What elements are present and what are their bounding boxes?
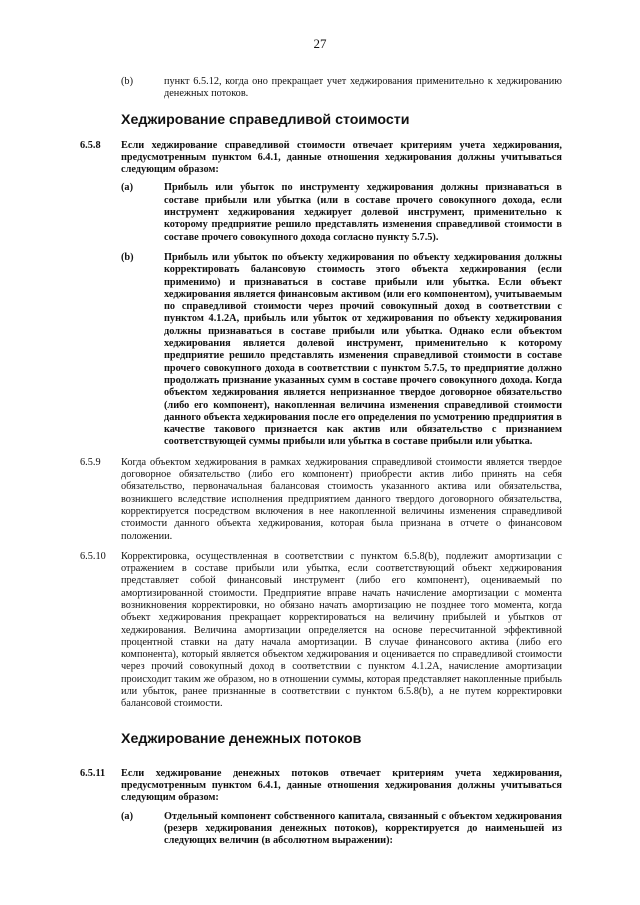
- paragraph-6-5-9: [0, 457, 640, 543]
- list-item-6-5-11-a: [0, 811, 640, 848]
- list-item-6-5-8-b: [0, 252, 640, 449]
- item-label: (b): [121, 251, 134, 263]
- list-item-6-5-8-a: [0, 182, 640, 243]
- item-label: (b): [121, 76, 134, 87]
- item-label: (a): [121, 810, 134, 822]
- paragraph-number: 6.5.9: [80, 456, 101, 468]
- section-heading-fair-value: Хеджирование справедливой стоимости: [121, 111, 410, 128]
- page-number: 27: [313, 36, 327, 51]
- section-heading-cash-flow: Хеджирование денежных потоков: [121, 730, 362, 747]
- paragraph-6-5-11: [0, 768, 640, 805]
- item-text: Прибыль или убыток по объекту хеджирования по объекту хеджирования должны корректировать балансовую стоимость этого объекта хеджирования (если применимо) и признаваться в составе прибыли или убытка. Если объект хеджирования является финансовым активом (или его компонентом), учитываемым по справедливой стоимости через прочий совокупный доход в соответствии с пунктом 4.1.2A, прибыль или убыток от хеджирования по объекту хеджирования должны признаваться в составе прибыли или убытка. Однако если объектом хеджирования является долевой инструмент, применительно к которому предприятие решило представлять изменения справедливой стоимости в составе прочего совокупного дохода в соответствии с пунктом 5.7.5, то предприятие должно продолжать признание указанных сумм в составе прочего совокупного дохода. Когда объектом хеджирования является непризнанное твердое договорное обязательство (либо его компонент), накопленная величина изменения справедливой стоимости данного объекта хеджирования после его определения по усмотрению предприятия в качестве такового признается как актив или обязательство с признанием соответствующей суммы прибыли или убытка в составе прибыли или убытка.: [164, 251, 562, 448]
- paragraph-number: 6.5.8: [80, 139, 101, 151]
- paragraph-number: 6.5.11: [80, 767, 106, 779]
- item-label: (a): [121, 182, 134, 194]
- item-text: Отдельный компонент собственного капитала, связанный с объектом хеджирования (резерв хеджирования денежных потоков), корректируется до наименьшей из следующих величин (в абсолютном выражении):: [164, 810, 562, 847]
- paragraph-text: Если хеджирование денежных потоков отвечает критериям учета хеджирования, предусмотренным пунктом 6.4.1, данные отношения хеджирования должны учитываться следующим образом:: [121, 767, 562, 804]
- paragraph-6-5-10: [0, 551, 640, 711]
- item-text: пункт 6.5.12, когда оно прекращает учет хеджирования применительно к хеджированию денежных потоков.: [164, 76, 562, 100]
- paragraph-text: Корректировка, осуществленная в соответствии с пунктом 6.5.8(b), подлежит амортизации с отражением в составе прибыли или убытка, если соответствующий объект хеджирования представляет собой финансовый инструмент (либо его компонент), оцениваемый по амортизированной стоимости. Предприятие вправе начать начисление амортизации с момента возникновения корректировки, но обязано начать амортизацию не позднее того момента, когда объект хеджирования прекращает корректироваться на величину прибылей и убытков от хеджирования. Величина амортизации определяется на основе пересчитанной эффективной процентной ставки на дату начала амортизации. В случае финансового актива (либо его компонента), который является объектом хеджирования и оценивается по справедливой стоимости через прочий совокупный доход в соответствии с пунктом 4.1.2A, начисление амортизации происходит таким же образом, но в отношении суммы, которая представляет накопленные прибыль или убыток, ранее признанные в соответствии с пунктом 6.5.8(b), а не путем корректировки балансовой стоимости.: [121, 550, 562, 710]
- item-text: Прибыль или убыток по инструменту хеджирования должны признаваться в составе прибыли или убытка (или в составе прочего совокупного дохода, если инструмент хеджирования хеджирует долевой инструмент, применительно к которому предприятие решило представлять изменения справедливой стоимости в составе прочего совокупного дохода согласно пункту 5.7.5).: [164, 182, 562, 243]
- intro-item: [0, 76, 640, 101]
- paragraph-text: Если хеджирование справедливой стоимости отвечает критериям учета хеджирования, предусмотренным пунктом 6.4.1, данные отношения хеджирования должны учитываться следующим образом:: [121, 139, 562, 176]
- page-content: [0, 76, 640, 847]
- paragraph-text: Когда объектом хеджирования в рамках хеджирования справедливой стоимости является твердое договорное обязательство (либо его компонент) приобрести актив либо принять на себя обязательство, первоначальная балансовая стоимость указанного актива или обязательства, возникшего вследствие исполнения предприятием данного твердого договорного обязательства, корректируется посредством включения в нее накопленной величины изменения справедливой стоимости данного объекта хеджирования, которая была признана в отчете о финансовом положении.: [121, 456, 562, 542]
- paragraph-number: 6.5.10: [80, 550, 106, 562]
- paragraph-6-5-8: [0, 140, 640, 177]
